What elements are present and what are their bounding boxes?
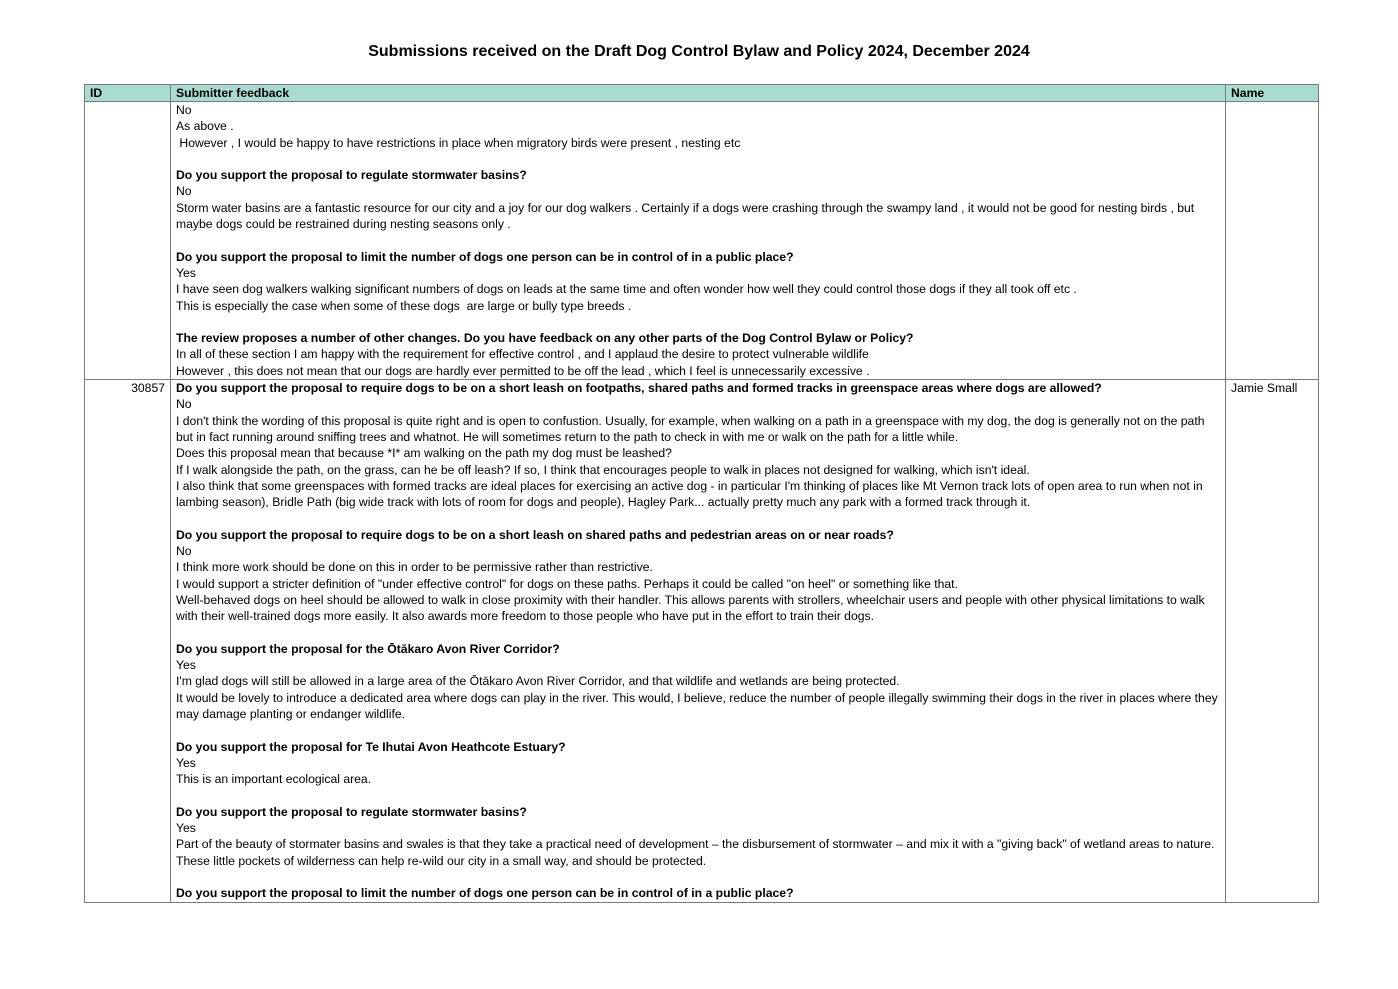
submitter-feedback-cell: [171, 102, 1226, 380]
submitter-name-cell: Jamie Small: [1226, 380, 1319, 903]
answer-text: Does this proposal mean that because *I* am walking on the path my dog must be leashed?: [176, 446, 672, 461]
answer-text: It would be lovely to introduce a dedicated area where dogs can play in the river. This would, I believe, reduce the number of people illegally swimming their dogs in the river in places where they may damage planting or endanger wildlife.: [176, 690, 1222, 721]
table-body: [85, 102, 1319, 903]
answer-text: This is an important ecological area.: [176, 772, 372, 787]
question-text: Do you support the proposal to regulate stormwater basins?: [176, 168, 527, 183]
answer-text: No: [176, 397, 192, 412]
question-text: Do you support the proposal to regulate stormwater basins?: [176, 804, 527, 819]
answer-text: No: [176, 544, 192, 559]
submitter-feedback-cell: [171, 380, 1226, 903]
answer-text: However , this does not mean that our dogs are hardly ever permitted to be off the lead , which I feel is unnecessarily excessive .: [176, 363, 870, 378]
submitter-name-cell: [1226, 102, 1319, 380]
table-header-row: [85, 85, 1319, 102]
answer-text: Well-behaved dogs on heel should be allowed to walk in close proximity with their handler. This allows parents with strollers, wheelchair users and people with other physical limitations to walk with their well-trained dogs more easily. It also awards more freedom to those people who have put in the effort to train their dogs.: [176, 592, 1208, 624]
column-header-feedback: Submitter feedback: [171, 85, 1226, 102]
answer-text: Yes: [176, 821, 196, 836]
blank-line: [176, 869, 1220, 885]
answer-text: Part of the beauty of stormater basins and swales is that they take a practical need of development – the disbursement of stormwater – and mix it with a "giving back" of wetland areas to nature. These little pockets of wilderness can help re-wild our city in a small way, and should be protected.: [176, 837, 1218, 868]
blank-line: [176, 787, 1220, 803]
answer-text: I would support a stricter definition of "under effective control" for dogs on these paths. Perhaps it could be called "on heel" or something like that.: [176, 576, 958, 591]
blank-line: [176, 722, 1220, 738]
answer-text: If I walk alongside the path, on the grass, can he be off leash? If so, I think that encourages people to walk in places not designed for walking, which isn't ideal.: [176, 462, 1030, 477]
question-text: The review proposes a number of other changes. Do you have feedback on any other parts of the Dog Control Bylaw or Policy?: [176, 331, 914, 346]
blank-line: [176, 314, 1220, 330]
blank-line: [176, 151, 1220, 167]
answer-text: I think more work should be done on this in order to be permissive rather than restrictive.: [176, 560, 653, 575]
answer-text: No: [176, 184, 192, 199]
blank-line: [176, 625, 1220, 641]
table-row: [85, 102, 1319, 380]
question-text: Do you support the proposal for the Ōtākaro Avon River Corridor?: [176, 641, 560, 656]
answer-text: I don't think the wording of this proposal is quite right and is open to confustion. Usually, for example, when walking on a path in a greenspace with my dog, the dog is generally not on the path but in fact running around sniffing trees and whatnot. He will sometimes return to the path to check in with me or walk on the path for a little while.: [176, 413, 1208, 444]
question-text: Do you support the proposal to limit the number of dogs one person can be in control of in a public place?: [176, 249, 794, 264]
answer-text: I also think that some greenspaces with formed tracks are ideal places for exercising an active dog - in particular I'm thinking of places like Mt Vernon track lots of open area to run when not in lambing season), Bridle Path (big wide track with lots of room for dogs and people), Hagley Park... actually pretty much any park with a formed track through it.: [176, 478, 1206, 510]
table-row: [85, 380, 1319, 903]
answer-text: Yes: [176, 755, 196, 770]
submission-id-cell: [85, 102, 171, 380]
document-title: Submissions received on the Draft Dog Control Bylaw and Policy 2024, December 2024: [368, 43, 1030, 60]
question-text: Do you support the proposal for Te Ihutai Avon Heathcote Estuary?: [176, 739, 566, 754]
question-text: Do you support the proposal to require dogs to be on a short leash on footpaths, shared paths and formed tracks in greenspace areas where dogs are allowed?: [176, 381, 1102, 396]
answer-text: As above .: [176, 119, 234, 134]
answer-text: I have seen dog walkers walking significant numbers of dogs on leads at the same time and often wonder how well they could control those dogs if they all took off etc .: [176, 282, 1077, 297]
answer-text: In all of these section I am happy with the requirement for effective control , and I applaud the desire to protect vulnerable wildlife: [176, 347, 869, 362]
blank-line: [176, 232, 1220, 248]
column-header-id: ID: [85, 85, 171, 102]
answer-text: I'm glad dogs will still be allowed in a large area of the Ōtākaro Avon River Corridor, and that wildlife and wetlands are being protected.: [176, 674, 900, 689]
answer-text: Yes: [176, 265, 196, 280]
submissions-table: [84, 84, 1319, 903]
question-text: Do you support the proposal to limit the number of dogs one person can be in control of in a public place?: [176, 886, 794, 901]
answer-text: However , I would be happy to have restrictions in place when migratory birds were present , nesting etc: [176, 135, 741, 150]
column-header-name: Name: [1226, 85, 1319, 102]
blank-line: [176, 510, 1220, 526]
answer-text: No: [176, 103, 192, 117]
answer-text: Storm water basins are a fantastic resource for our city and a joy for our dog walkers . Certainly if a dogs were crashing through the swampy land , it would not be good for nesting birds , but maybe dogs could be restrained during nesting seasons only .: [176, 200, 1198, 232]
answer-text: Yes: [176, 658, 196, 673]
answer-text: This is especially the case when some of these dogs are large or bully type breeds .: [176, 298, 632, 313]
question-text: Do you support the proposal to require dogs to be on a short leash on shared paths and pedestrian areas on or near roads?: [176, 527, 894, 542]
submission-id-cell: 30857: [85, 380, 171, 903]
